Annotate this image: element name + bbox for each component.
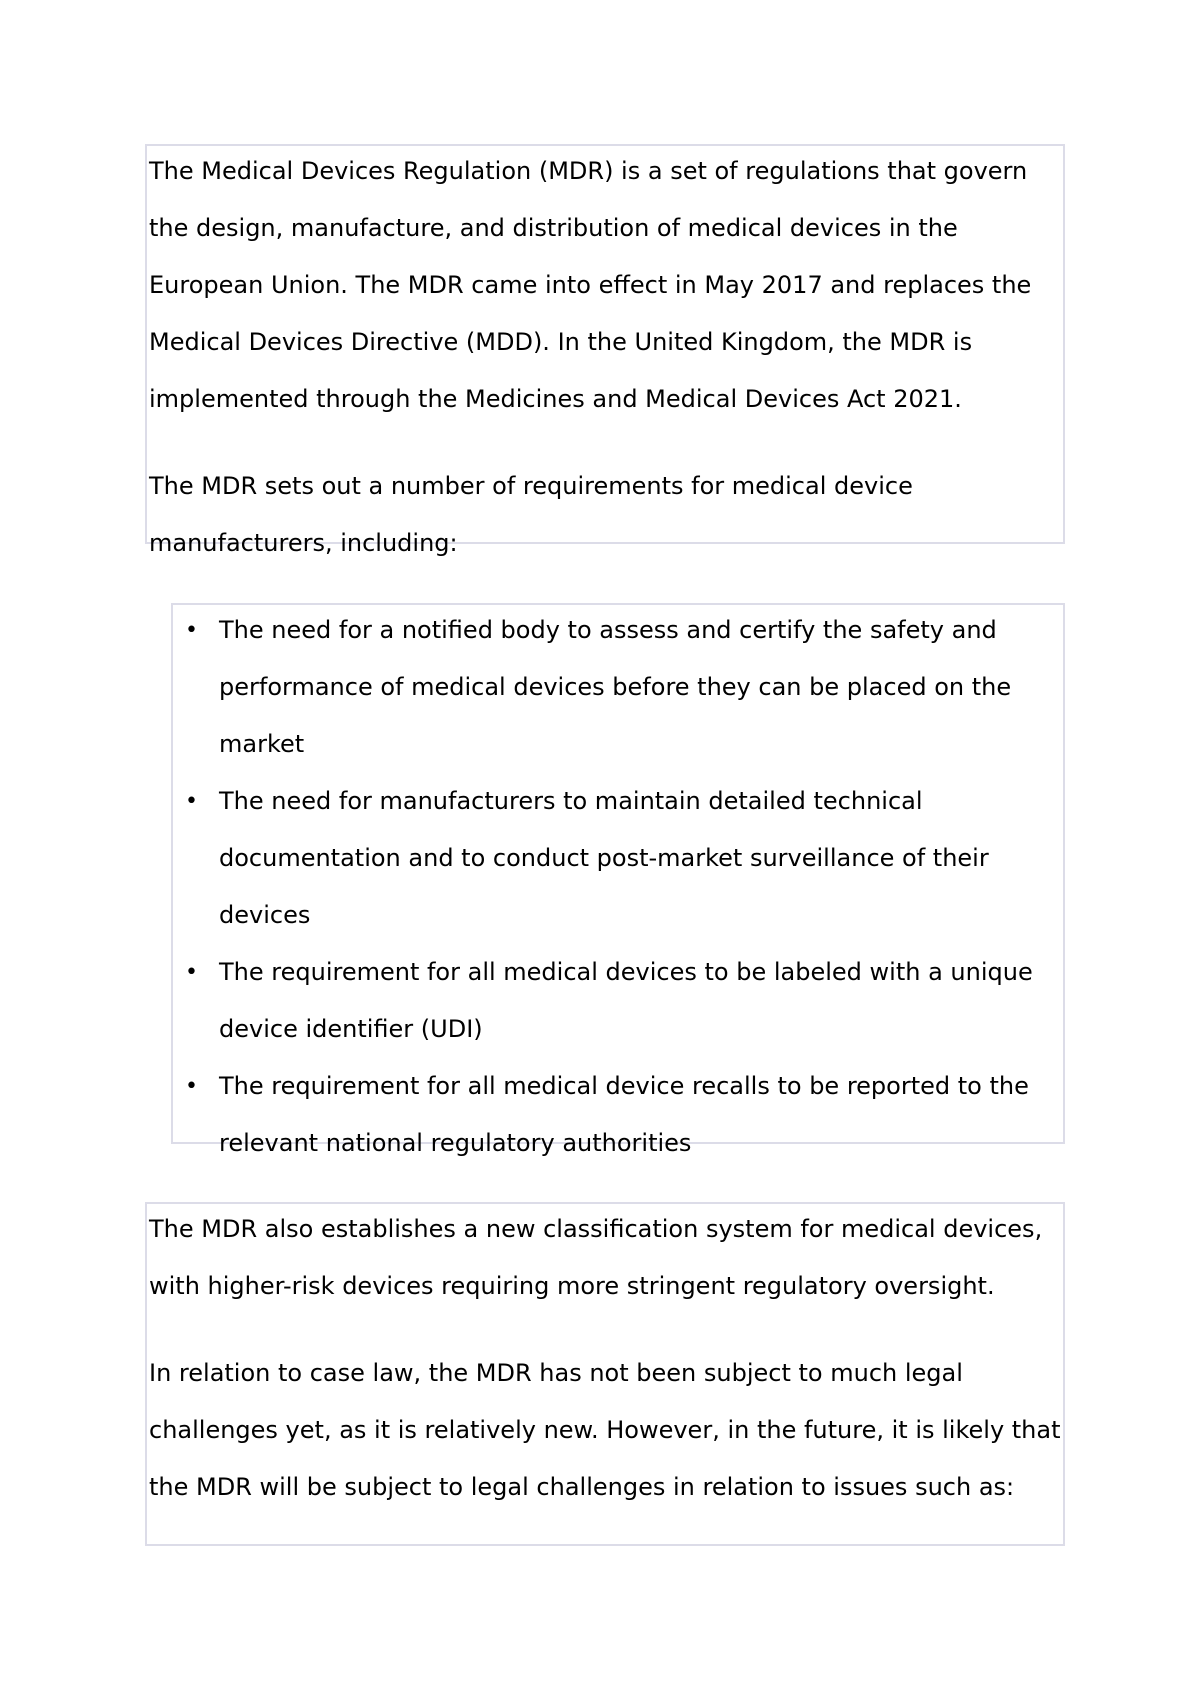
- list-item-text: The need for a notified body to assess and certify the safety and performance of medical devices before they can be placed on the market: [219, 616, 1012, 758]
- list-item: [173, 773, 1063, 944]
- requirements-lead-paragraph: The MDR sets out a number of requirements for medical device manufacturers, including:: [149, 472, 913, 557]
- list-item: [173, 944, 1063, 1058]
- bullet-icon: •: [185, 618, 198, 643]
- case-law-paragraph: In relation to case law, the MDR has not been subject to much legal challenges yet, as it is relatively new. However, in the future, it is likely that the MDR will be subject to legal challenges in relation to issues such as:: [149, 1359, 1061, 1501]
- list-item: [173, 1058, 1063, 1172]
- bullet-icon: •: [185, 960, 198, 985]
- list-item-text: The requirement for all medical devices to be labeled with a unique device identifier (UDI): [219, 958, 1033, 1043]
- classification-paragraph: The MDR also establishes a new classification system for medical devices, with higher-risk devices requiring more stringent regulatory oversight.: [149, 1215, 1043, 1300]
- requirements-list: [173, 602, 1063, 1172]
- list-item-text: The need for manufacturers to maintain detailed technical documentation and to conduct post-market surveillance of their devices: [219, 787, 989, 929]
- intro-paragraph: The Medical Devices Regulation (MDR) is a set of regulations that govern the design, manufacture, and distribution of medical devices in the European Union. The MDR came into effect in May 2017 and replaces the Medical Devices Directive (MDD). In the United Kingdom, the MDR is implemented through the Medicines and Medical Devices Act 2021.: [149, 157, 1032, 413]
- list-item: [173, 602, 1063, 773]
- list-item-text: The requirement for all medical device recalls to be reported to the relevant national regulatory authorities: [219, 1072, 1029, 1157]
- intro-text-block: [145, 144, 1065, 557]
- bullet-icon: •: [185, 1074, 198, 1099]
- classification-text-block: [145, 1202, 1065, 1546]
- bullet-icon: •: [185, 789, 198, 814]
- requirements-list-block: [171, 603, 1065, 1157]
